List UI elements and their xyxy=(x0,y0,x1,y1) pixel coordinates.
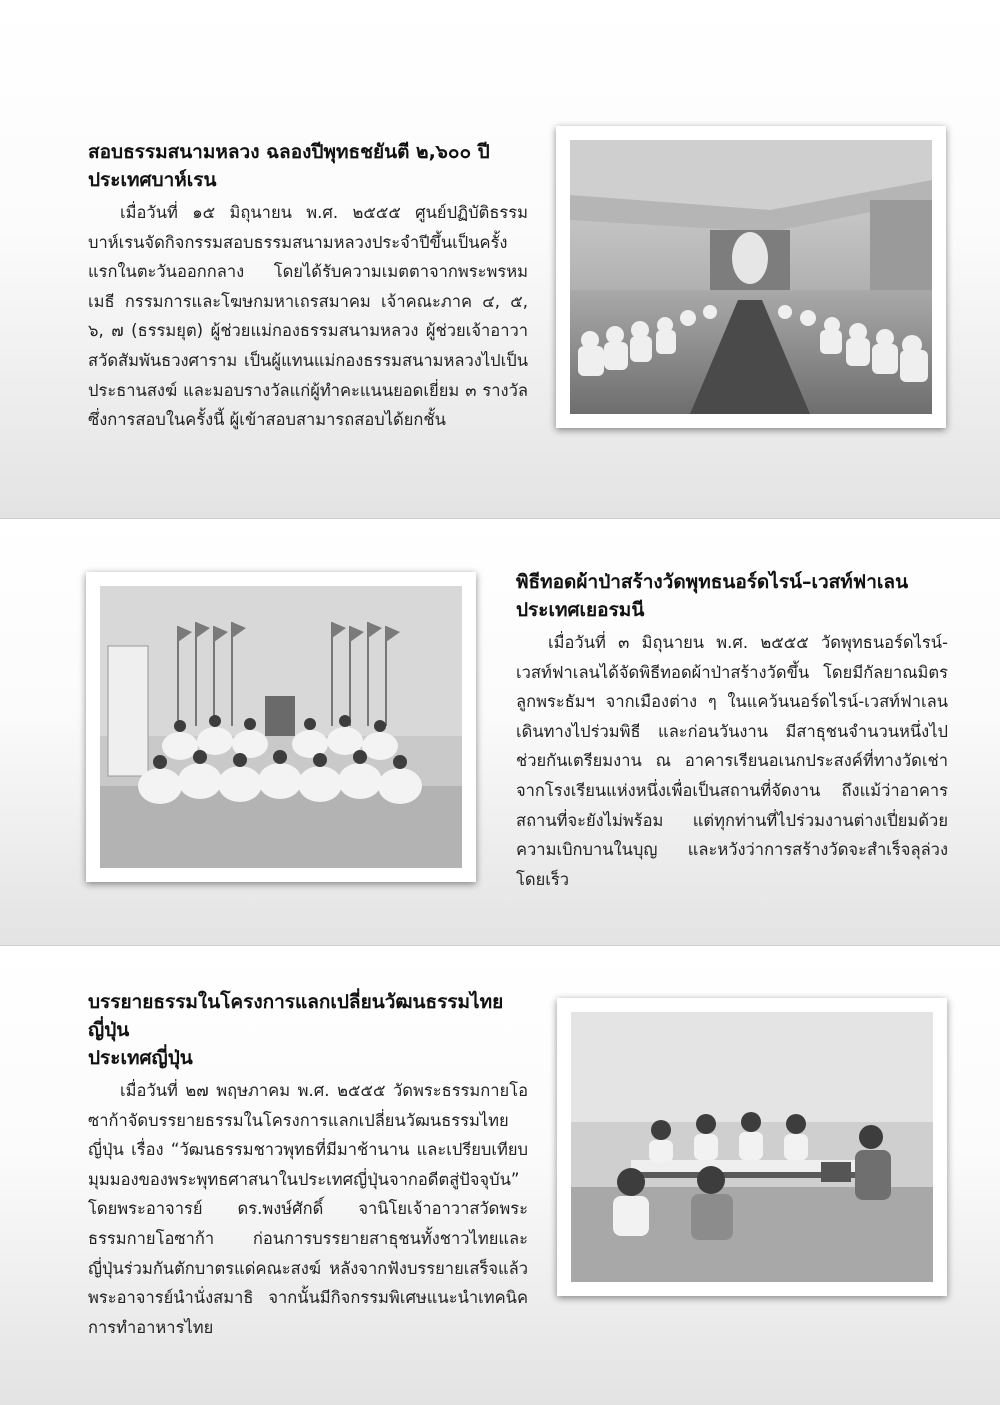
title-line: ประเทศบาห์เรน xyxy=(88,169,217,191)
exam-hall-photo-frame xyxy=(556,126,946,428)
title-line: บรรยายธรรมในโครงการแลกเปลี่ยนวัฒนธรรมไทยญี่ปุ่น xyxy=(88,991,504,1041)
lecture-photo-image xyxy=(571,1012,933,1282)
article-title xyxy=(88,138,528,194)
article-body: เมื่อวันที่ ๑๕ มิถุนายน พ.ศ. ๒๕๕๕ ศูนย์ปฏิบัติธรรมบาห์เรนจัดกิจกรรมสอบธรรมสนามหลวงประจำปีขึ้นเป็นครั้งแรกในตะวันออกกลาง โดยได้รับความเมตตาจากพระพรหมเมธี กรรมการและโฆษกมหาเถรสมาคม เจ้าคณะภาค ๔, ๕, ๖, ๗ (ธรรมยุต) ผู้ช่วยแม่กองธรรมสนามหลวง ผู้ช่วยเจ้าอาวาสวัดสัมพันธวงศาราม เป็นผู้แทนแม่กองธรรมสนามหลวงไปเป็นประธานสงฆ์ และมอบรางวัลแก่ผู้ทำคะแนนยอดเยี่ยม ๓ รางวัล ซึ่งการสอบในครั้งนี้ ผู้เข้าสอบสามารถสอบได้ยกชั้น xyxy=(88,203,528,430)
section-divider xyxy=(0,518,1000,519)
article-germany xyxy=(516,568,948,894)
group-photo-frame xyxy=(86,572,476,882)
article-body: เมื่อวันที่ ๓ มิถุนายน พ.ศ. ๒๕๕๕ วัดพุทธนอร์ดไรน์-เวสท์ฟาเลนได้จัดพิธีทอดผ้าป่าสร้างวัดขึ้น โดยมีกัลยาณมิตรลูกพระธัมฯ จากเมืองต่าง ๆ ในแคว้นนอร์ดไรน์-เวสท์ฟาเลนเดินทางไปร่วมพิธี และก่อนวันงาน มีสาธุชนจำนวนหนึ่งไปช่วยกันเตรียมงาน ณ อาคารเรียนอเนกประสงค์ที่ทางวัดเช่าจากโรงเรียนแห่งหนึ่งเพื่อเป็นสถานที่จัดงาน ถึงแม้ว่าอาคารสถานที่จะยังไม่พร้อม แต่ทุกท่านที่ไปร่วมงานต่างเปี่ยมด้วยความเบิกบานในบุญ และหวังว่าการสร้างวัดจะสำเร็จลุล่วงโดยเร็ว xyxy=(516,633,948,889)
article-title xyxy=(88,988,528,1072)
article-bahrain xyxy=(88,138,528,435)
title-line: สอบธรรมสนามหลวง ฉลองปีพุทธชยันตี ๒,๖๐๐ ปี xyxy=(88,141,490,163)
article-body: เมื่อวันที่ ๒๗ พฤษภาคม พ.ศ. ๒๕๕๕ วัดพระธรรมกายโอซาก้าจัดบรรยายธรรมในโครงการแลกเปลี่ยนวัฒนธรรมไทยญี่ปุ่น เรื่อง “วัฒนธรรมชาวพุทธที่มีมาช้านาน และเปรียบเทียบมุมมองของพระพุทธศาสนาในประเทศญี่ปุ่นจากอดีตสู่ปัจจุบัน” โดยพระอาจารย์ ดร.พงษ์ศักดิ์ จานิโยเจ้าอาวาสวัดพระธรรมกายโอซาก้า ก่อนการบรรยายสาธุชนทั้งชาวไทยและญี่ปุ่นร่วมกันตักบาตรแด่คณะสงฆ์ หลังจากฟังบรรยายเสร็จแล้ว พระอาจารย์นำนั่งสมาธิ จากนั้นมีกิจกรรมพิเศษแนะนำเทคนิคการทำอาหารไทย xyxy=(88,1081,528,1337)
group-photo xyxy=(100,586,462,868)
article-japan xyxy=(88,988,528,1342)
title-line: ประเทศญี่ปุ่น xyxy=(88,1047,193,1069)
lecture-photo xyxy=(571,1012,933,1282)
title-line: ประเทศเยอรมนี xyxy=(516,599,645,621)
lecture-photo-frame xyxy=(557,998,947,1296)
group-photo-image xyxy=(100,586,462,868)
article-title xyxy=(516,568,948,624)
exam-hall-photo xyxy=(570,140,932,414)
exam-hall-photo-image xyxy=(570,140,932,414)
title-line: พิธีทอดผ้าป่าสร้างวัดพุทธนอร์ดไรน์–เวสท์ฟาเลน xyxy=(516,571,909,593)
section-divider xyxy=(0,945,1000,946)
